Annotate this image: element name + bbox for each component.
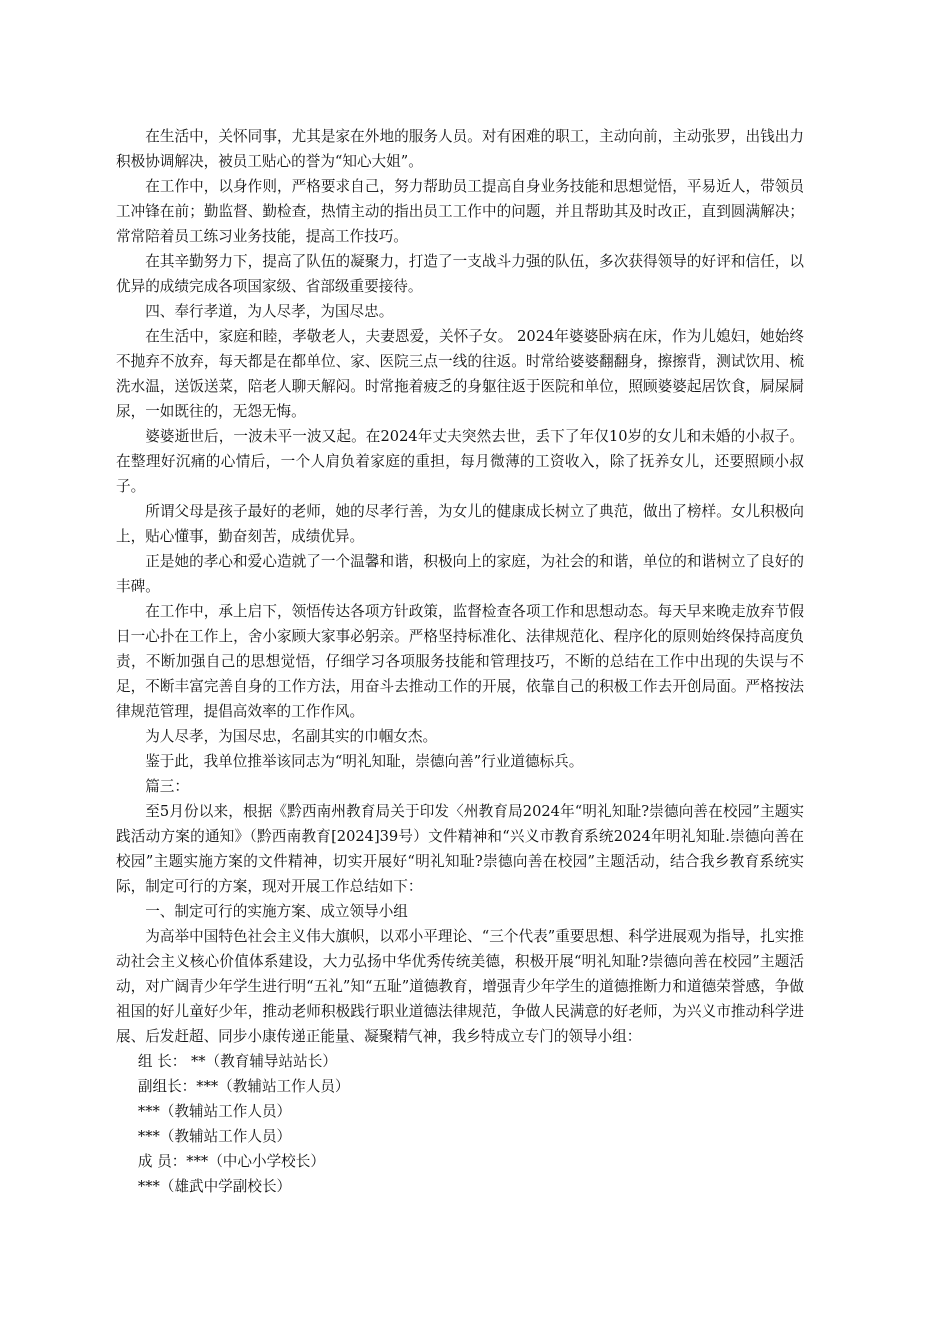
paragraph-since-may: 至5月份以来，根据《黔西南州教育局关于印发〈州教育局2024年“明礼知耻?崇德向善在校园”主题实践活动方案的通知》（黔西南教育[2024]39号）文件精神和“兴义市教育系统2024年明礼知耻.崇德向善在校园”主题实施方案的文件精神，切实开展好“明礼知耻?崇德向善在校园”主题活动，结合我乡教育系统实际，制定可行的方案，现对开展工作总结如下： [116, 803, 804, 895]
section-heading-part-three: 篇三： [145, 778, 189, 795]
paragraph-team-cohesion: 在其辛勤努力下，提高了队伍的凝聚力，打造了一支战斗力强的队伍，多次获得领导的好评和信任，以优异的成绩完成各项国家级、省部级重要接待。 [116, 253, 804, 295]
paragraph-work-example: 在工作中，以身作则，严格要求自己，努力帮助员工提高自身业务技能和思想觉悟，平易近人，带领员工冲锋在前；勤监督、勤检查，热情主动的指出员工工作中的问题，并且帮助其及时改正，直到圆满解决；常常陪着员工练习业务技能，提高工作技巧。 [116, 178, 804, 245]
paragraph-family-life: 在生活中，家庭和睦，孝敬老人，夫妻恩爱，关怀子女。 2024年婆婆卧病在床，作为儿媳妇，她始终不抛弃不放弃，每天都是在都单位、家、医院三点一线的往返。时常给婆婆翻翻身，擦擦背，测试饮用、梳洗水温，送饭送菜，陪老人聊天解闷。时常拖着疲乏的身躯往返于医院和单位，照顾婆婆起居饮食，屙屎屙尿，一如既往的，无怨无悔。 [116, 328, 804, 420]
document-page [116, 124, 804, 1199]
paragraph-work-duties: 在工作中，承上启下，领悟传达各项方针政策，监督检查各项工作和思想动态。每天早来晚走放弃节假日一心扑在工作上，舍小家顾大家事必躬亲。严格坚持标准化、法律规范化、程序化的原则始终保持高度负责，不断加强自己的思想觉悟，仔细学习各项服务技能和管理技巧，不断的总结在工作中出现的失误与不足，不断丰富完善自身的工作方法，用奋斗去推动工作的开展，依靠自己的积极工作去开创局面。严格按法律规范管理，提倡高效率的工作作风。 [116, 603, 804, 720]
roster-line-member-1: 成 员：***（中心小学校长） [137, 1153, 325, 1170]
paragraph-care-colleagues: 在生活中，关怀同事，尤其是家在外地的服务人员。对有困难的职工，主动向前，主动张罗，出钱出力积极协调解决，被员工贴心的誉为“知心大姐”。 [116, 128, 804, 170]
roster-line-staff-1: ***（教辅站工作人员） [137, 1103, 292, 1120]
roster-line-member-2: ***（雄武中学副校长） [137, 1178, 292, 1195]
paragraph-parents-teachers: 所谓父母是孩子最好的老师，她的尽孝行善，为女儿的健康成长树立了典范，做出了榜样。女儿积极向上，贴心懂事，勤奋刻苦，成绩优异。 [116, 503, 804, 545]
paragraph-recommendation: 鉴于此，我单位推举该同志为“明礼知耻，崇德向善”行业道德标兵。 [145, 753, 584, 770]
paragraph-heroine: 为人尽孝，为国尽忠，名副其实的巾帼女杰。 [145, 728, 438, 745]
roster-line-leader: 组 长： **（教育辅导站站长） [137, 1053, 337, 1070]
paragraph-after-mother-in-law: 婆婆逝世后，一波未平一波又起。在2024年丈夫突然去世，丢下了年仅10岁的女儿和未婚的小叔子。在整理好沉痛的心情后，一个人肩负着家庭的重担，每月微薄的工资收入，除了抚养女儿，还要照顾小叔子。 [116, 428, 804, 495]
paragraph-guiding-principle: 为高举中国特色社会主义伟大旗帜，以邓小平理论、“三个代表”重要思想、科学进展观为指导，扎实推动社会主义核心价值体系建设，大力弘扬中华优秀传统美德，积极开展“明礼知耻?崇德向善在校园”主题活动，对广阔青少年学生进行明“五礼”知“五耻”道德教育，增强青少年学生的道德推断力和道德荣誉感，争做祖国的好儿童好少年，推动老师积极践行职业道德法律规范，争做人民满意的好老师，为兴义市推动科学进展、后发赶超、同步小康传递正能量、凝聚精气神，我乡特成立专门的领导小组： [116, 928, 804, 1045]
section-heading-filial-piety: 四、奉行孝道，为人尽孝，为国尽忠。 [145, 303, 394, 320]
roster-line-staff-2: ***（教辅站工作人员） [137, 1128, 292, 1145]
paragraph-warm-family: 正是她的孝心和爱心造就了一个温馨和谐，积极向上的家庭，为社会的和谐，单位的和谐树立了良好的丰碑。 [116, 553, 804, 595]
roster-line-deputy: 副组长：***（教辅站工作人员） [137, 1078, 350, 1095]
section-heading-plan: 一、制定可行的实施方案、成立领导小组 [145, 903, 408, 920]
